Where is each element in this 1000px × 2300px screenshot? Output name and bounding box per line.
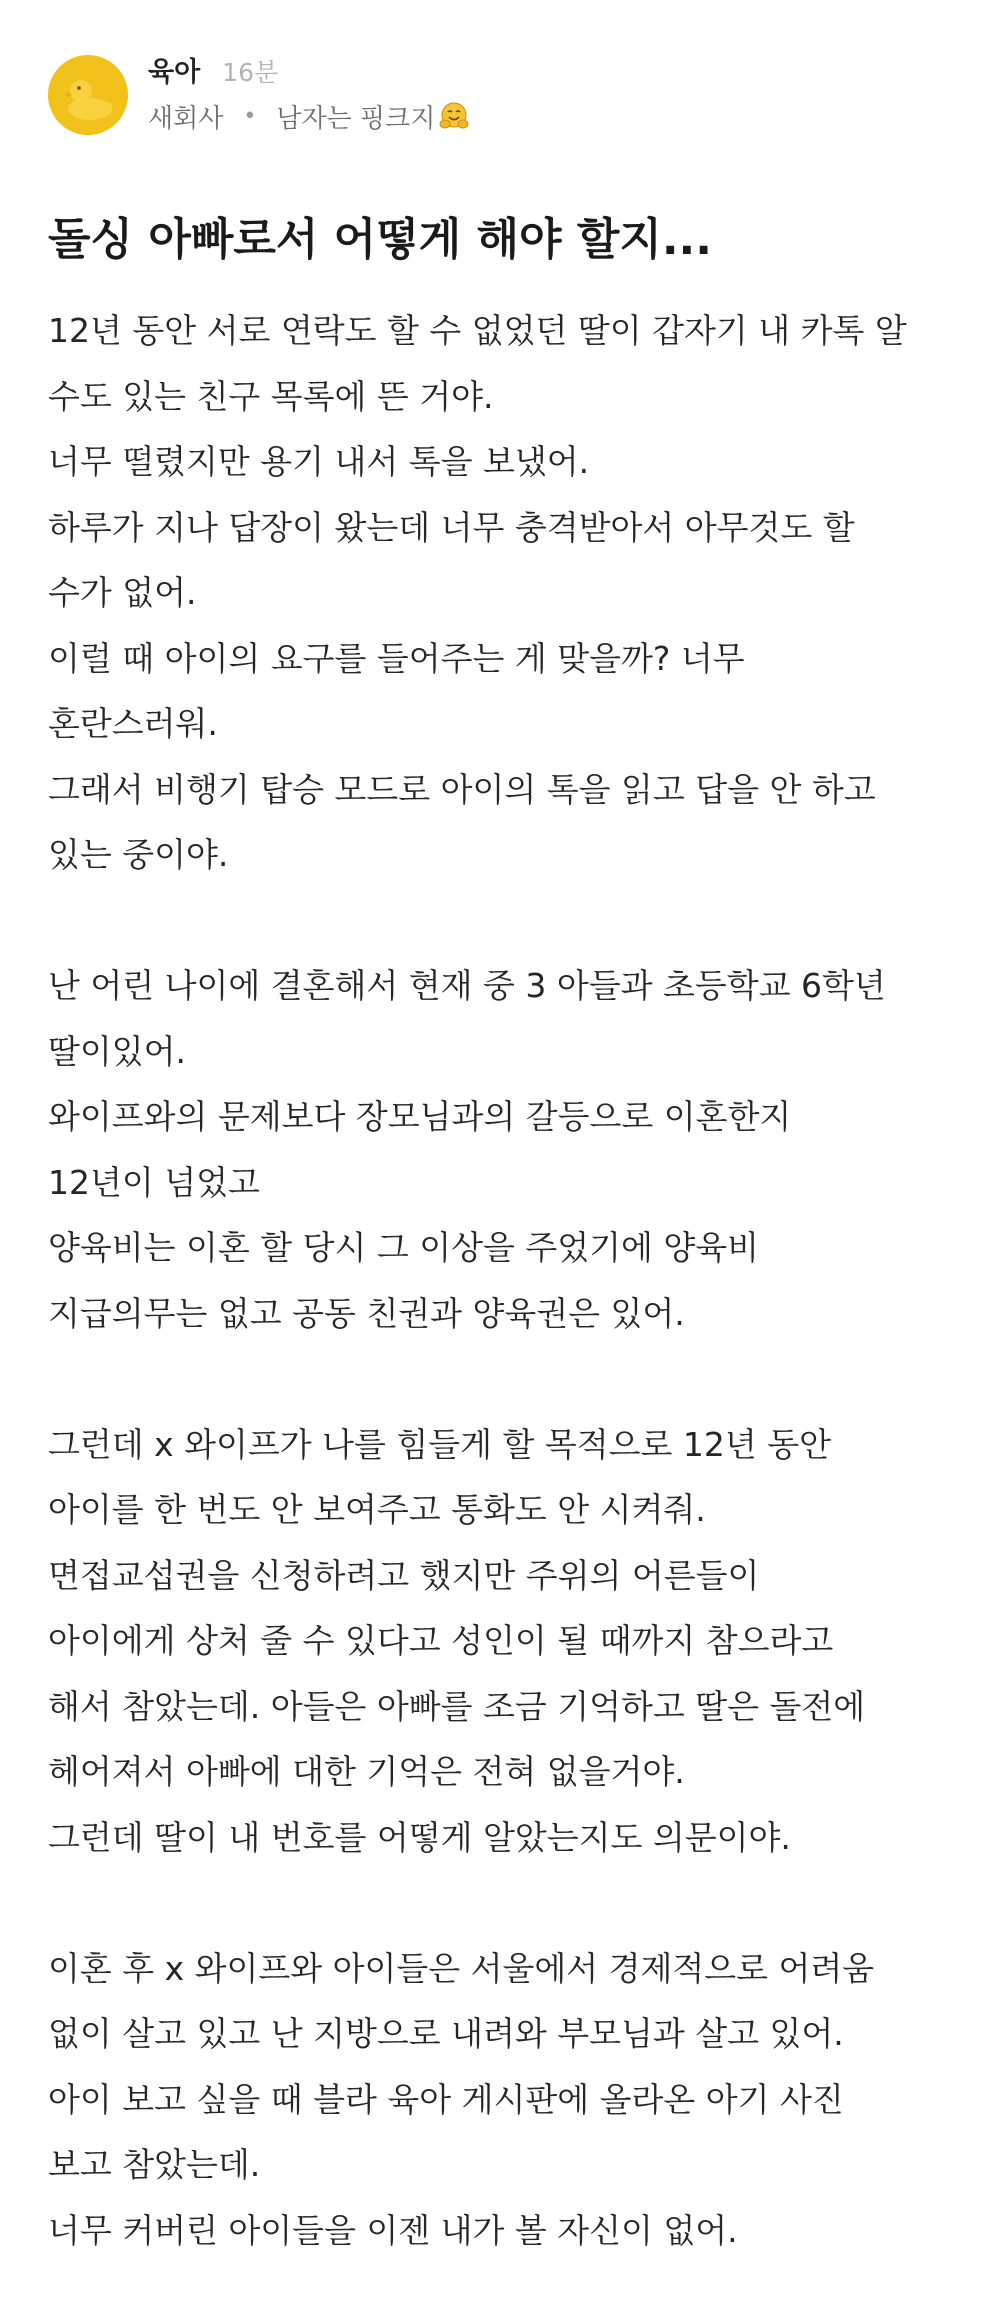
post-body-line: 수가 없어.: [48, 573, 197, 612]
post-body-line: 이럴 때 아이의 요구를 들어주는 게 맞을까? 너무: [48, 638, 745, 678]
meta-separator: •: [243, 103, 257, 129]
post-body-line: 아이에게 상처 줄 수 있다고 성인이 될 때까지 참으라고: [48, 1621, 834, 1660]
author-name[interactable]: 육아: [148, 57, 201, 88]
post-body-line: 수도 있는 친구 목록에 뜬 거야.: [48, 376, 494, 416]
post-title: 돌싱 아빠로서 어떻게 해야 할지...: [48, 214, 712, 265]
post-body-line: 있는 중이야.: [48, 835, 229, 874]
paragraph-spacer: [48, 888, 968, 954]
post-body-line: 양육비는 이혼 할 당시 그 이상을 주었기에 양육비: [48, 1228, 759, 1267]
post-body-line: 너무 떨렸지만 용기 내서 톡을 보냈어.: [48, 442, 590, 481]
paragraph-spacer: [48, 1870, 968, 1936]
post-body-line: 아이를 한 번도 안 보여주고 통화도 안 시켜줘.: [48, 1490, 706, 1529]
post-body-line: 그런데 딸이 내 번호를 어떻게 알았는지도 의문이야.: [48, 1817, 791, 1857]
post-body-line: 딸이있어.: [48, 1031, 187, 1071]
company-name[interactable]: 새회사: [148, 103, 224, 134]
post-body-line: 와이프와의 문제보다 장모님과의 갈등으로 이혼한지: [48, 1097, 792, 1136]
post-body-line: 이혼 후 x 와이프와 아이들은 서울에서 경제적으로 어려움: [48, 1948, 875, 1988]
post-body-line: 난 어린 나이에 결혼해서 현재 중 3 아들과 초등학교 6학년: [48, 966, 886, 1005]
post-body-line: 그래서 비행기 탑승 모드로 아이의 톡을 읽고 답을 안 하고: [48, 769, 876, 809]
post-body-line: 너무 커버린 아이들을 이젠 내가 볼 자신이 없어.: [48, 2210, 738, 2250]
post-body-line: 하루가 지나 답장이 왔는데 너무 충격받아서 아무것도 할: [48, 507, 855, 547]
post-body-line: 아이 보고 싶을 때 블라 육아 게시판에 올라온 아기 사진: [48, 2079, 844, 2119]
post-time: 16분: [222, 58, 279, 87]
post-body-line: 없이 살고 있고 난 지방으로 내려와 부모님과 살고 있어.: [48, 2014, 844, 2053]
post-body-line: 면접교섭권을 신청하려고 했지만 주위의 어른들이: [48, 1555, 760, 1595]
post-body-line: 헤어져서 아빠에 대한 기억은 전혀 없을거야.: [48, 1752, 685, 1791]
post-header: [48, 50, 968, 150]
post-body-line: 혼란스러워.: [48, 704, 218, 743]
rubber-duck-icon: [48, 55, 128, 135]
post-body-line: 그런데 x 와이프가 나를 힘들게 할 목적으로 12년 동안: [48, 1424, 831, 1464]
paragraph-spacer: [48, 1346, 968, 1412]
board-name[interactable]: 남자는 핑크지: [276, 103, 436, 134]
post-body-line: 해서 참았는데. 아들은 아빠를 조금 기억하고 딸은 돌전에: [48, 1686, 866, 1726]
avatar[interactable]: [48, 55, 128, 135]
hugging-face-emoji-icon: [437, 99, 471, 133]
post-body-line: 12년 동안 서로 연락도 할 수 없었던 딸이 갑자기 내 카톡 알: [48, 311, 907, 350]
post-body: [48, 298, 968, 2263]
post-meta: [148, 50, 948, 138]
post-body-line: 보고 참았는데.: [48, 2145, 261, 2184]
post-body-line: 12년이 넘었고: [48, 1162, 260, 1202]
post-body-line: 지급의무는 없고 공동 친권과 양육권은 있어.: [48, 1293, 685, 1333]
